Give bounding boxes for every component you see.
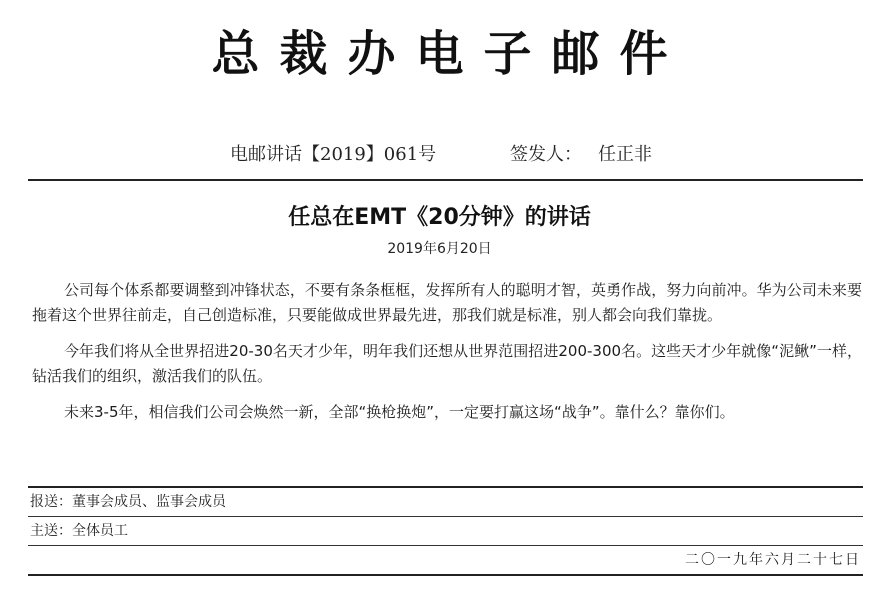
report-to-text: 报送：董事会成员、监事会成员 <box>30 494 226 510</box>
report-to-row <box>28 486 863 516</box>
paragraph: 未来3-5年，相信我们公司会焕然一新，全部“换枪换炮”，一定要打赢这场“战争”。靠什么？靠你们。 <box>64 403 735 421</box>
footer-bottom-rule <box>28 574 863 576</box>
document-number: 电邮讲话【2019】061号 <box>230 144 437 165</box>
distribution-footer <box>28 486 863 576</box>
issue-date-row <box>28 545 863 574</box>
article-date: 2019年6月20日 <box>387 241 492 257</box>
issuer-name: 任正非 <box>598 144 652 165</box>
masthead-title: 总裁办电子邮件 <box>211 26 688 82</box>
article-title: 任总在EMT《20分钟》的讲话 <box>288 205 591 230</box>
paragraph: 今年我们将从全世界招进20-30名天才少年，明年我们还想从世界范围招进200-300名。这些天才少年就像“泥鳅”一样，钻活我们的组织，激活我们的队伍。 <box>32 342 862 385</box>
paragraph: 公司每个体系都要调整到冲锋状态，不要有条条框框，发挥所有人的聪明才智，英勇作战，努力向前冲。华为公司未来要拖着这个世界往前走，自己创造标准，只要能做成世界最先进，那我们就是标准，别人都会向我们靠拢。 <box>32 281 862 324</box>
header-divider <box>28 179 863 181</box>
article-body <box>32 278 862 436</box>
issue-date: 二〇一九年六月二十七日 <box>685 552 861 568</box>
main-recipient-text: 主送：全体员工 <box>30 523 128 539</box>
main-recipient-row <box>28 516 863 545</box>
issuer <box>510 140 652 166</box>
issuer-label: 签发人： <box>510 144 582 165</box>
